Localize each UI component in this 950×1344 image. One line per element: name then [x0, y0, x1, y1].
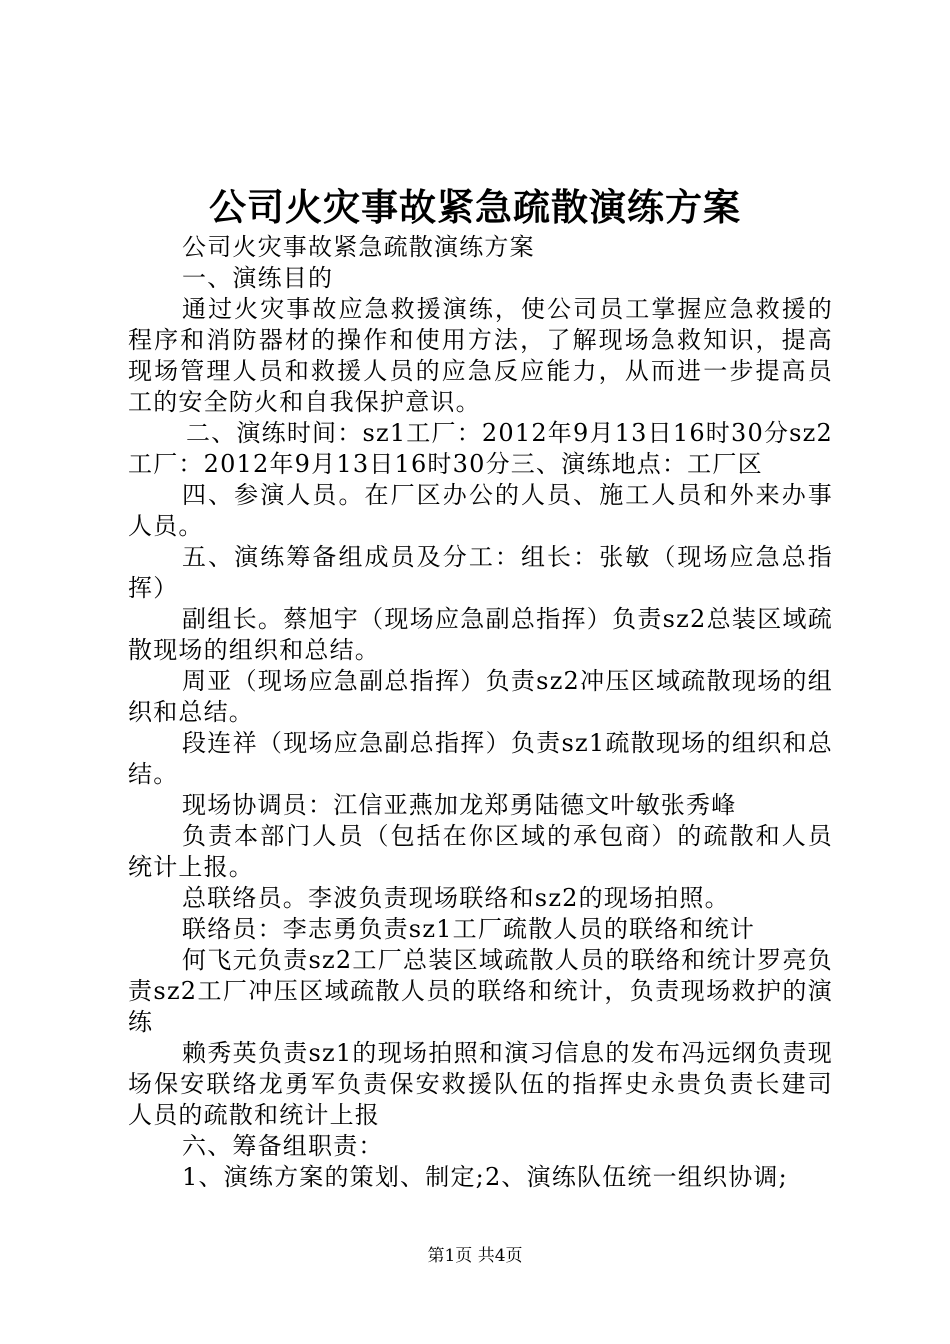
paragraph-liaison-details: 何飞元负责sz2工厂总装区域疏散人员的联络和统计罗亮负责sz2工厂冲压区域疏散人员的联络和统计，负责现场救护的演练 — [128, 946, 833, 1036]
section-heading-duties: 六、筹备组职责： — [182, 1132, 384, 1160]
paragraph-deputy-2: 周亚（现场应急副总指挥）负责sz2冲压区域疏散现场的组织和总结。 — [128, 667, 833, 726]
paragraph-deputy-3: 段连祥（现场应急副总指挥）负责sz1疏散现场的组织和总结。 — [128, 729, 833, 788]
document-title: 公司火灾事故紧急疏散演练方案 — [209, 185, 741, 229]
paragraph-subtitle: 公司火灾事故紧急疏散演练方案 — [182, 233, 535, 261]
paragraph-chief-liaison: 总联络员。李波负责现场联络和sz2的现场拍照。 — [182, 884, 730, 912]
paragraph-time-location: 二、演练时间：sz1工厂：2012年9月13日16时30分sz2工厂：2012年9月13日16时30分三、演练地点：工厂区 — [128, 419, 833, 478]
paragraph-purpose: 通过火灾事故应急救援演练，使公司员工掌握应急救援的程序和消防器材的操作和使用方法，了解现场急救知识，提高现场管理人员和救援人员的应急反应能力，从而进一步提高员工的安全防火和自我保护意识。 — [128, 295, 833, 416]
paragraph-participants: 四、参演人员。在厂区办公的人员、施工人员和外来办事人员。 — [128, 481, 833, 540]
paragraph-other-roles: 赖秀英负责sz1的现场拍照和演习信息的发布冯远纲负责现场保安联络龙勇军负责保安救援队伍的指挥史永贵负责长建司人员的疏散和统计上报 — [128, 1039, 833, 1129]
paragraph-duties-list: 1、演练方案的策划、制定;2、演练队伍统一组织协调; — [182, 1163, 788, 1191]
page-footer: 第1页 共4页 — [427, 1246, 523, 1266]
section-heading-purpose: 一、演练目的 — [182, 264, 334, 292]
paragraph-coordinator-duty: 负责本部门人员（包括在你区域的承包商）的疏散和人员统计上报。 — [128, 822, 833, 881]
document-body — [128, 232, 833, 1193]
paragraph-coordinators: 现场协调员：江信亚燕加龙郑勇陆德文叶敏张秀峰 — [182, 791, 737, 819]
paragraph-liaison: 联络员：李志勇负责sz1工厂疏散人员的联络和统计 — [182, 915, 756, 943]
paragraph-team-leader: 五、演练筹备组成员及分工：组长：张敏（现场应急总指挥） — [128, 543, 833, 602]
paragraph-deputy-1: 副组长。蔡旭宇（现场应急副总指挥）负责sz2总装区域疏散现场的组织和总结。 — [128, 605, 833, 664]
